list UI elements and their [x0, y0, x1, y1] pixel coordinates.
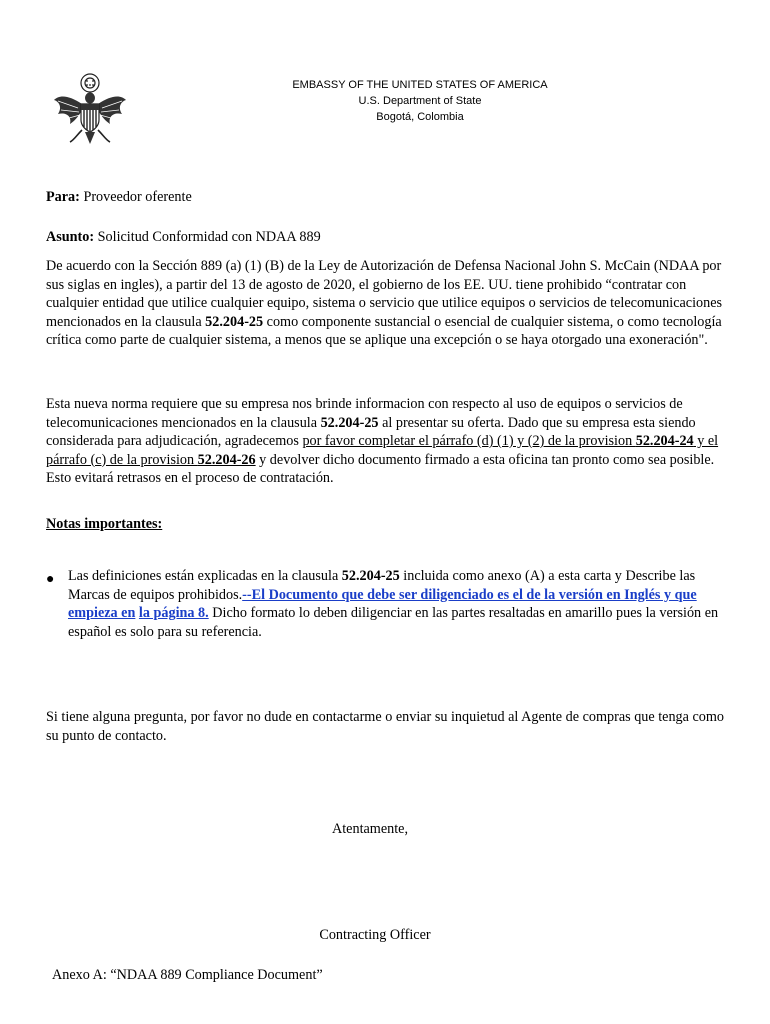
document-version-link[interactable]: --El Documento que debe ser diligenciado es el de la versión en Inglés y que empieza en — [68, 586, 697, 621]
body2-clause-3: 52.204-26 — [197, 451, 256, 468]
body1-text-b: como componente sustancial o esencial de cualquier sistema, o como tecnología crítica como parte de cualquier sistema, a menos que se aplique una excepción o se haya otorgado una exoneración". — [46, 313, 722, 348]
bullet-text-a: Las definiciones están explicadas en la clausula — [68, 568, 342, 584]
recipient-label: Para: — [46, 189, 80, 205]
recipient-line — [46, 188, 726, 207]
body-paragraph-2 — [46, 395, 726, 488]
body1-text-a: De acuerdo con la Sección 889 (a) (1) (B) de la Ley de Autorización de Defensa Nacional John S. McCain (NDAA por sus siglas en ingles), a partir del 13 de agosto de 2020, el gobierno de los EE. UU. tiene prohibido “contratar con cualquier entidad que utilice cualquier equipo, sistema o servicio que utilice equipos o servicios de telecomunicaciones mencionados en la clausula — [46, 258, 723, 330]
notes-heading — [46, 515, 726, 534]
body2-text-b: al presentar su oferta. Dado que su empresa esta siendo considerada para adjudicación, agradecemos — [46, 414, 696, 449]
body2-underline-a: por favor completar el párrafo (d) (1) y (2) de la provision — [302, 433, 636, 449]
contact-paragraph: Si tiene alguna pregunta, por favor no dude en contactarme o enviar su inquietud al Agente de compras que tenga como su punto de contacto. — [46, 709, 725, 744]
body1-clause: 52.204-25 — [205, 313, 264, 330]
embassy-name: EMBASSY OF THE UNITED STATES OF AMERICA — [292, 79, 548, 91]
bullet-clause: 52.204-25 — [341, 568, 400, 584]
bullet-text-b: incluida como anexo (A) a esta carta y Describe las Marcas de equipos prohibidos. — [68, 568, 696, 603]
body2-text-a: Esta nueva norma requiere que su empresa nos brinde informacion con respecto al uso de equipos o servicios de telecomunicaciones mencionados en la clausula — [46, 396, 683, 431]
body2-underline-b: y el párrafo (c) de la provision — [46, 433, 719, 468]
annex-reference: Anexo A: “NDAA 889 Compliance Document” — [52, 967, 323, 983]
us-embassy-seal-icon — [52, 70, 128, 148]
body2-text-c: y devolver dicho documento firmado a esta oficina tan pronto como sea posible. Esto evitará retrasos en el proceso de contratación. — [46, 451, 715, 486]
body2-clause-2: 52.204-24 — [635, 433, 694, 449]
subject-value: Solicitud Conformidad con NDAA 889 — [97, 229, 321, 245]
signature-title: Contracting Officer — [319, 927, 431, 943]
notes-title: Notas importantes: — [46, 516, 163, 532]
bullet-dot-icon: ● — [46, 572, 55, 587]
body-paragraph-1 — [46, 257, 726, 350]
body2-clause-1: 52.204-25 — [320, 414, 379, 431]
closing: Atentamente, — [331, 821, 409, 837]
bullet-text-c: Dicho formato lo deben diligenciar en las partes resaltadas en amarillo pues la versión en español es solo para su referencia. — [68, 605, 719, 640]
page-8-link[interactable]: la página 8. — [138, 605, 209, 621]
recipient-value: Proveedor oferente — [83, 189, 192, 205]
department-name: U.S. Department of State — [358, 95, 482, 107]
location: Bogotá, Colombia — [376, 111, 464, 123]
subject-label: Asunto: — [46, 229, 95, 245]
bullet-item — [68, 567, 723, 641]
subject-line — [46, 228, 726, 247]
